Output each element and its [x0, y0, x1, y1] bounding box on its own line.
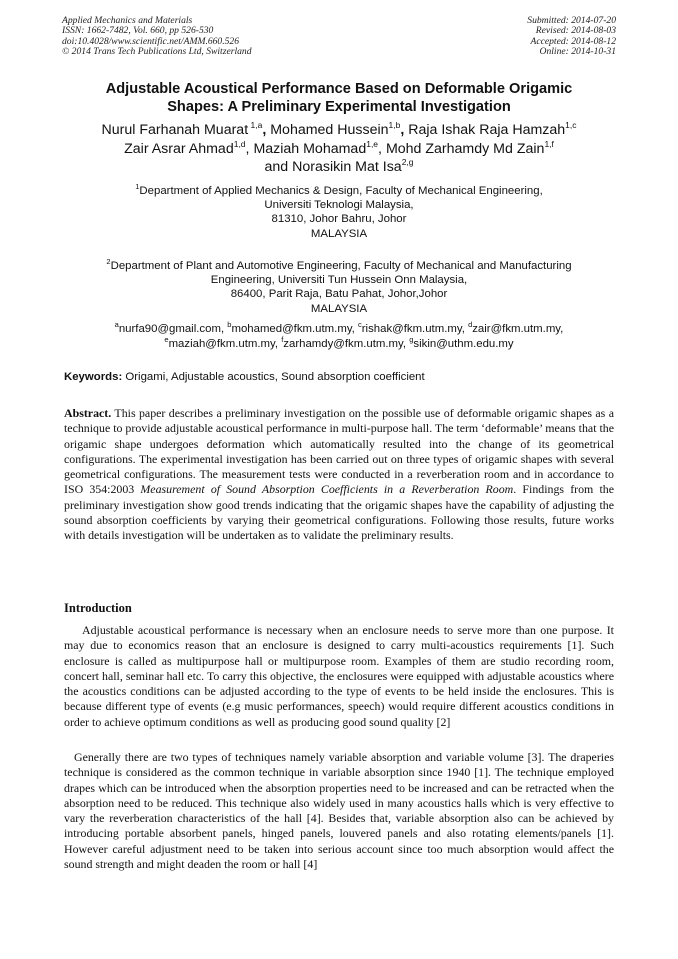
- email-marker: d: [468, 320, 473, 329]
- author-affil: 1,c: [565, 120, 577, 130]
- intro-paragraph-1: [64, 623, 614, 730]
- paragraph-text: Generally there are two types of techniques namely variable absorption and variable volume [3]. The draperies technique is considered as the common technique in variable absorption since 1940 [1]. The technique employed drapes which can be introduced when the absorption properties need to be increased and can be retracted when the absorption need to be reduced. This technique also widely used in many acoustics halls which is very effective to vary the reverberation characteristics of the hall [4]. Besides that, variable absorption also can be achieved by introducing portable absorbent panels, hinged panels, louvered panels and also rotating elements/panels [1]. However careful adjustment need to be taken into serious account since too much absorption would affect the sound strength and might deaden the room or hall [4]: [64, 750, 614, 872]
- affiliation-line: 81310, Johor Bahru, Johor: [271, 213, 407, 226]
- author-line-1: Nurul Farhanah Muarat $^{1,a}$, Mohamed Hussein$^{1,b}$, Raja Ishak Raja Hamzah$^{1,c}$: [101, 120, 577, 138]
- author-affil: 1,f: [544, 138, 554, 149]
- affiliation-line: MALAYSIA: [310, 302, 368, 315]
- email-address[interactable]: maziah@fkm.utm.my: [168, 337, 275, 350]
- affiliation-1: [40, 184, 638, 241]
- title-line-1: Adjustable Acoustical Performance Based on Deformable Origamic: [105, 81, 573, 97]
- affiliation-line: Department of Plant and Automotive Engineering, Faculty of Mechanical and Manufacturing: [110, 260, 572, 272]
- author-name: Norasikin Mat Isa: [292, 159, 402, 176]
- author-name: Mohd Zarhamdy Md Zain: [385, 140, 545, 157]
- email-marker: b: [227, 320, 232, 329]
- email-address[interactable]: zair@fkm.utm.my: [472, 323, 561, 335]
- keywords-text: Origami, Adjustable acoustics, Sound absorption coefficient: [122, 371, 425, 383]
- submitted-date: Submitted: 2014-07-20: [527, 15, 616, 26]
- email-address[interactable]: sikin@uthm.edu.my: [413, 337, 514, 350]
- journal-doi: doi:10.4028/www.scientific.net/AMM.660.526: [62, 35, 240, 47]
- affiliation-2: [40, 259, 638, 316]
- accepted-date: Accepted: 2014-08-12: [530, 35, 616, 47]
- abstract-text: This paper describes a preliminary investigation on the possible use of deformable origamic shapes as a technique to provide adjustable acoustical performance in multi-purpose hall. The term ‘deformable’ means that the origamic shape undergoes deformation which automatically resulted into the change of its geometrical configurations. The experimental investigation has been carried out on three types of origamic shapes with several geometrical configurations. The measurement tests were conducted in a reverberation room and in accordance to ISO 354:2003: [64, 406, 614, 497]
- online-date: Online: 2014-10-31: [539, 46, 616, 58]
- title-line-2: Shapes: A Preliminary Experimental Investigation: [167, 99, 511, 115]
- author-list: [40, 121, 638, 177]
- email-address[interactable]: mohamed@fkm.utm.my: [231, 323, 352, 335]
- email-line-2: $^e$maziah@fkm.utm.my, $^f$zarhamdy@fkm.utm.my, $^g$sikin@uthm.edu.my: [164, 334, 514, 350]
- abstract: [64, 406, 614, 544]
- author-name: Raja Ishak Raja Hamzah: [408, 122, 566, 138]
- author-emails: [40, 322, 638, 352]
- email-address[interactable]: rishak@fkm.utm.my: [361, 323, 462, 335]
- author-name: Mohamed Hussein: [270, 122, 389, 138]
- affiliation-line: Engineering, Universiti Tun Hussein Onn Malaysia,: [210, 274, 468, 287]
- email-marker: a: [114, 320, 119, 329]
- paragraph-text: Adjustable acoustical performance is necessary when an enclosure needs to serve more than one purpose. It may due to economics reason that an enclosure is designed to carry multi-acoustics requirements [1]. Such enclosure is called as multipurpose hall or multipurpose room. Examples of them are studio recording room, concert hall, seminar hall etc. To carry this objective, the enclosures were equipped with adjustable acoustics where the acoustics conditions can be adjusted according to the type of events to be held inside the enclosures. This is because different type of events (e.g music performances, speech) would require different acoustics conditions in order to achieve optimum conditions as well as producing good sound quality [2]: [64, 623, 614, 729]
- revised-date: Revised: 2014-08-03: [535, 25, 616, 37]
- intro-paragraph-2: [64, 750, 614, 872]
- author-line-2: Zair Asrar Ahmad$^{1,d}$, Maziah Mohamad$^{1,e}$, Mohd Zarhamdy Md Zain$^{1,f}$: [124, 138, 554, 157]
- journal-name: Applied Mechanics and Materials: [62, 15, 193, 26]
- email-address[interactable]: nurfa90@gmail.com: [118, 323, 221, 335]
- section-heading-introduction: Introduction: [64, 601, 132, 615]
- author-and: and: [264, 159, 289, 176]
- journal-info: [62, 16, 252, 58]
- author-affil: 1,e: [366, 138, 379, 149]
- abstract-text-end: . Findings from the preliminary investigation show good trends indicating that the origamic shapes have the capability of adjusting the sound absorption coefficients by varying their geometrical configurations. Following those results, future works with details investigation will be undertaken as to validate the preliminary results.: [64, 482, 614, 543]
- keywords-label: Keywords:: [64, 371, 123, 383]
- affiliation-line: Department of Applied Mechanics & Design, Faculty of Mechanical Engineering,: [139, 185, 543, 197]
- email-address[interactable]: zarhamdy@fkm.utm.my: [283, 337, 403, 350]
- abstract-label: Abstract.: [64, 406, 112, 420]
- author-affil: 1,b: [388, 120, 401, 130]
- abstract-standard-title: Measurement of Sound Absorption Coefficients in a Reverberation Room: [140, 482, 514, 497]
- author-name: Maziah Mohamad: [253, 140, 367, 157]
- author-name: Nurul Farhanah Muarat: [101, 122, 249, 138]
- author-affil: 2,g: [401, 157, 414, 168]
- submission-dates: [527, 16, 616, 58]
- keywords: [64, 371, 425, 383]
- email-marker: e: [164, 334, 169, 344]
- email-marker: f: [281, 334, 284, 344]
- email-line-1: $^a$nurfa90@gmail.com, $^b$mohamed@fkm.utm.my, $^c$rishak@fkm.utm.my, $^d$zair@fkm.utm.my,: [114, 320, 564, 335]
- affiliation-number: 1: [135, 182, 140, 191]
- author-affil: 1,a: [248, 120, 263, 130]
- affiliation-line: MALAYSIA: [310, 227, 368, 240]
- paper-title: [60, 80, 618, 116]
- author-line-3: [40, 158, 638, 177]
- affiliation-number: 2: [106, 257, 111, 266]
- journal-copyright: © 2014 Trans Tech Publications Ltd, Switzerland: [62, 46, 252, 58]
- author-name: Zair Asrar Ahmad: [124, 140, 234, 157]
- email-marker: g: [409, 334, 414, 344]
- journal-issn: ISSN: 1662-7482, Vol. 660, pp 526-530: [62, 25, 214, 37]
- email-marker: c: [358, 320, 362, 329]
- author-affil: 1,d: [233, 138, 246, 149]
- affiliation-line: Universiti Teknologi Malaysia,: [264, 199, 414, 212]
- affiliation-line: 86400, Parit Raja, Batu Pahat, Johor,Johor: [230, 288, 448, 301]
